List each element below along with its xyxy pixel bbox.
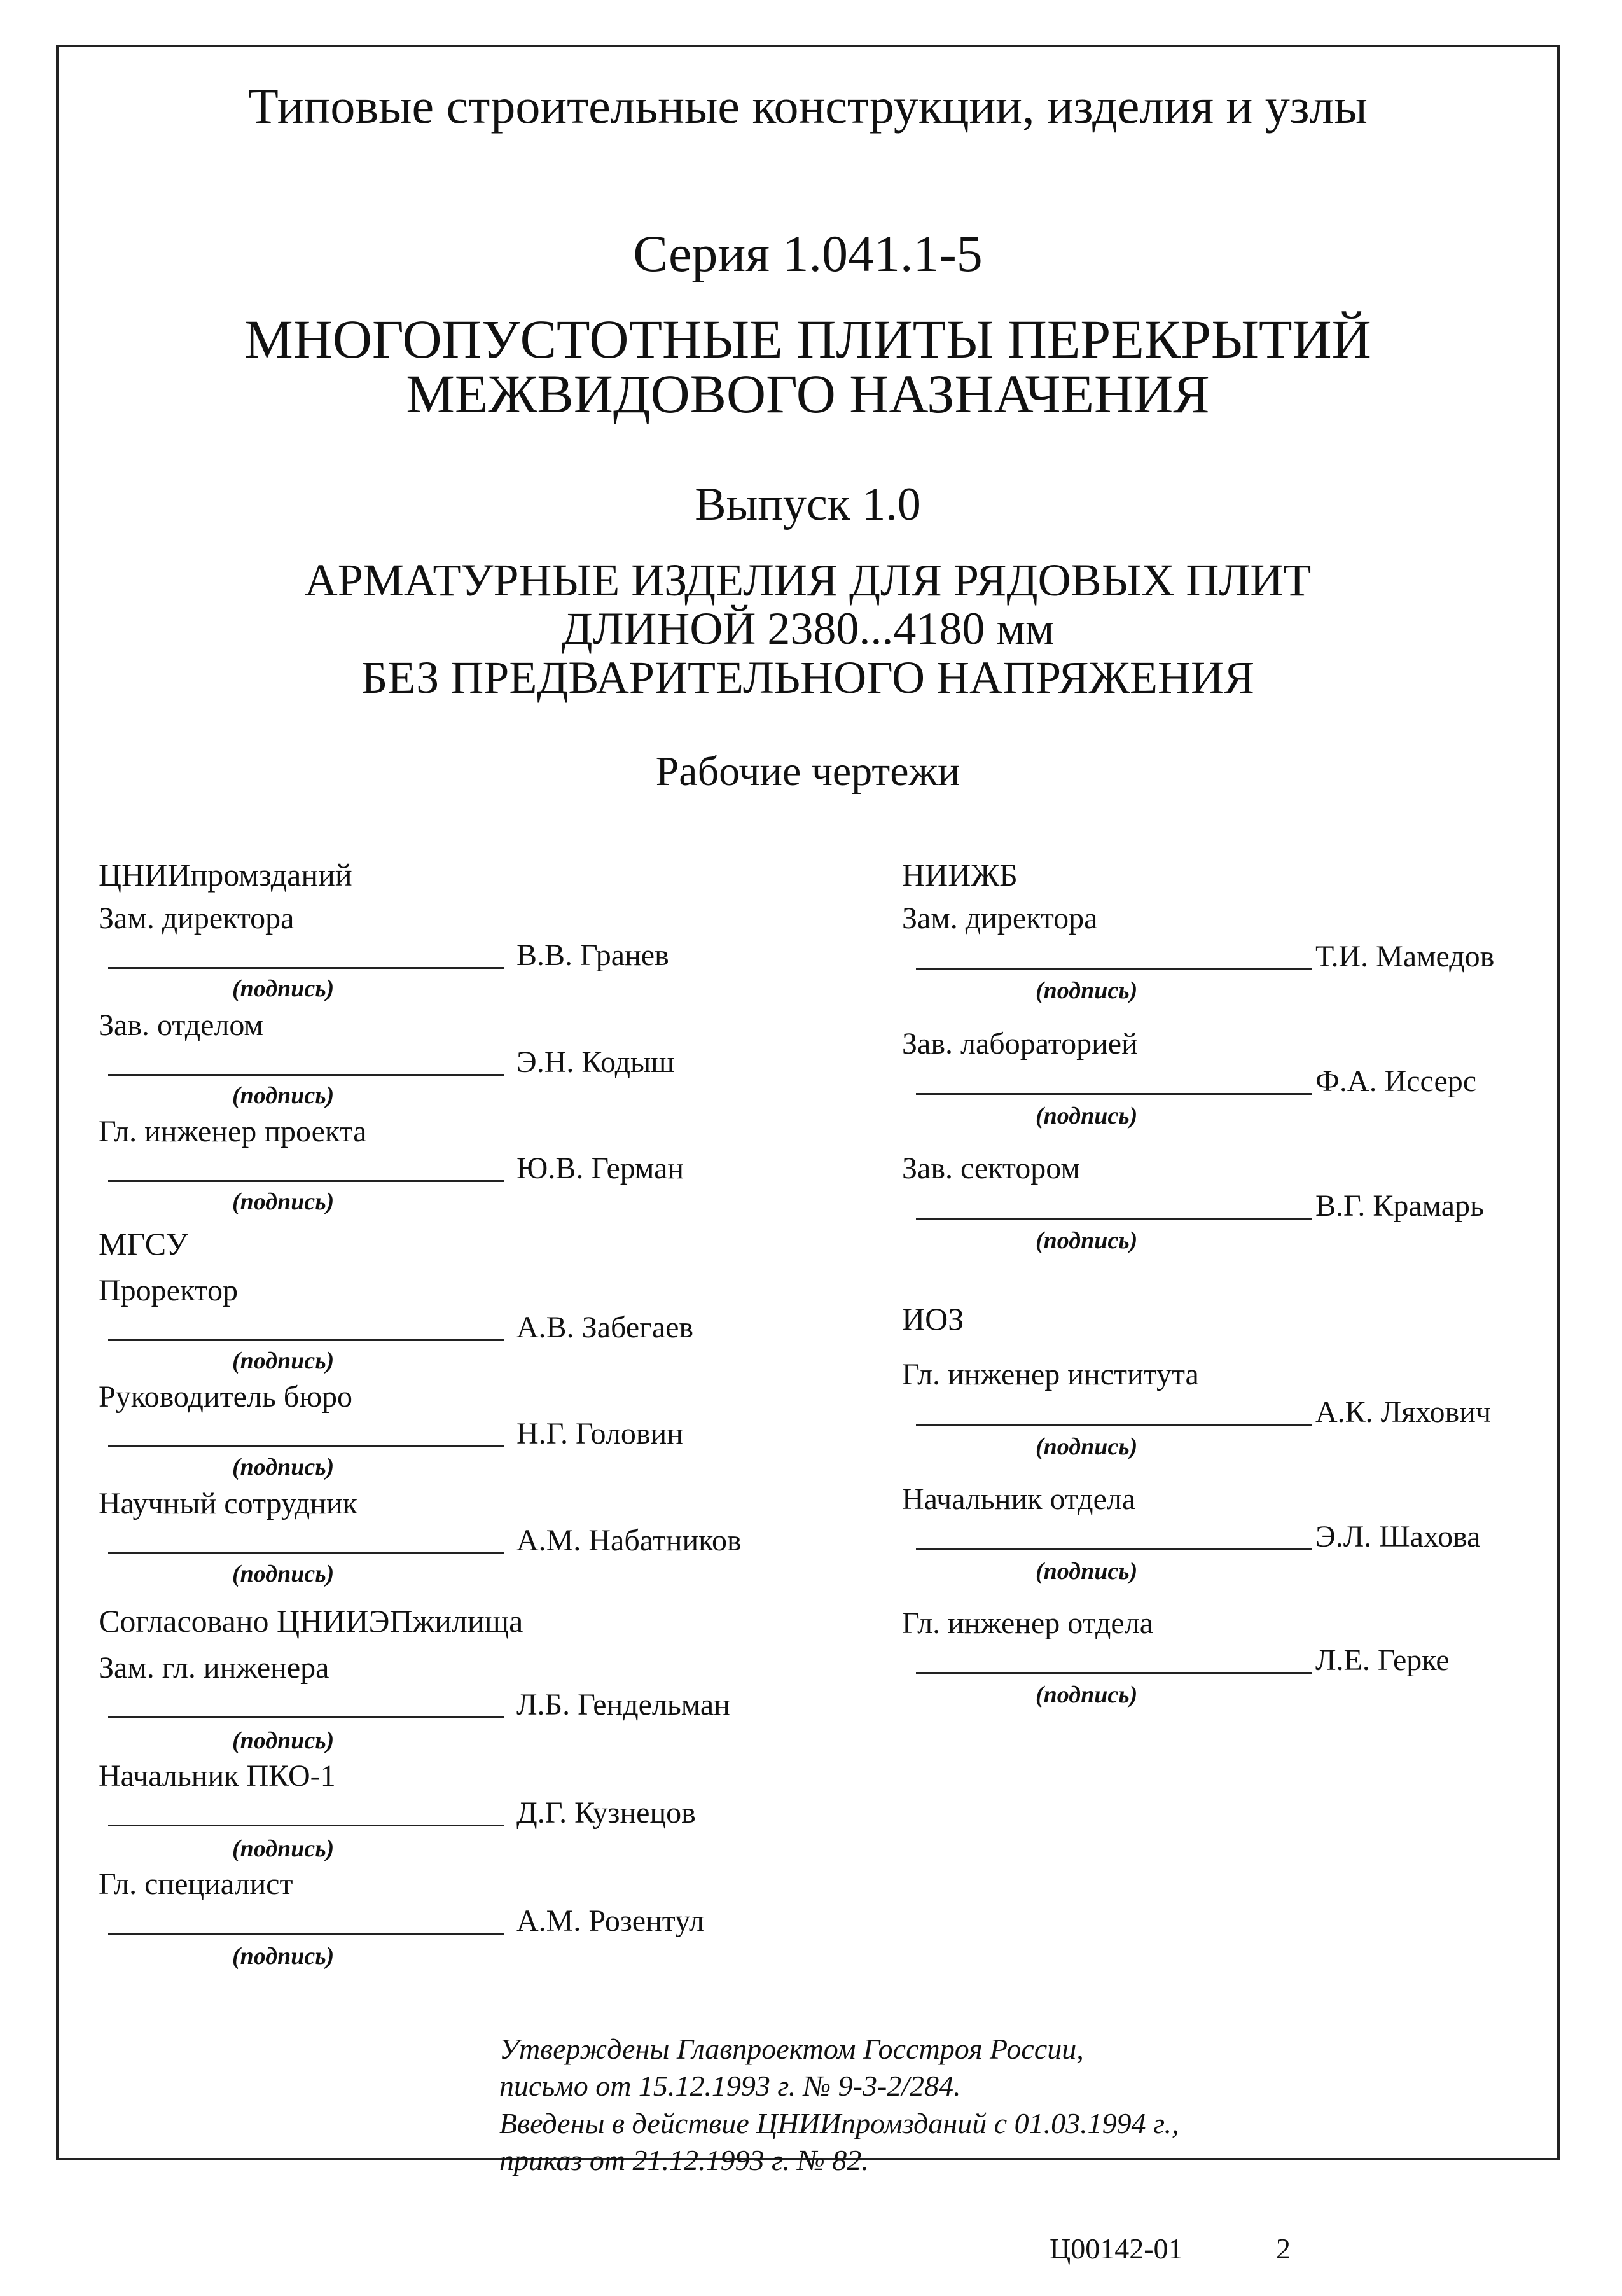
position-label: Зав. лабораторией: [902, 1027, 1138, 1061]
person-name: Ю.В. Герман: [516, 1151, 684, 1185]
position-label: Научный сотрудник: [99, 1487, 357, 1520]
signature-caption: (подпись): [232, 975, 335, 1002]
person-name: Т.И. Мамедов: [1315, 940, 1495, 973]
signature-caption: (подпись): [1036, 1681, 1138, 1708]
signature-line: [108, 1445, 504, 1447]
person-name: А.М. Розентул: [516, 1904, 704, 1938]
main-title-line: МЕЖВИДОВОГО НАЗНАЧЕНИЯ: [406, 363, 1210, 424]
approval-line: письмо от 15.12.1993 г. № 9-3-2/284.: [499, 2070, 961, 2103]
signature-caption: (подпись): [232, 1943, 335, 1970]
signature-line: [108, 1074, 504, 1076]
person-name: Л.Е. Герке: [1315, 1643, 1450, 1677]
position-label: Начальник отдела: [902, 1482, 1136, 1516]
signature-caption: (подпись): [1036, 1103, 1138, 1129]
position-label: Зам. директора: [902, 901, 1098, 935]
main-title-line: МНОГОПУСТОТНЫЕ ПЛИТЫ ПЕРЕКРЫТИЙ: [244, 309, 1371, 370]
signature-line: [916, 1672, 1312, 1674]
signature-caption: (подпись): [1036, 1558, 1138, 1585]
position-label: Руководитель бюро: [99, 1380, 353, 1414]
signature-line: [108, 1552, 504, 1554]
position-label: Зав. отделом: [99, 1008, 263, 1042]
position-label: Зам. директора: [99, 901, 295, 935]
signature-line: [108, 1339, 504, 1341]
person-name: А.В. Забегаев: [516, 1311, 694, 1344]
position-label: Гл. инженер проекта: [99, 1115, 367, 1148]
person-name: В.Г. Крамарь: [1315, 1189, 1484, 1223]
signature-caption: (подпись): [232, 1347, 335, 1374]
signature-line: [108, 1825, 504, 1826]
person-name: В.В. Гранев: [516, 938, 669, 972]
approval-note: [499, 2031, 1179, 2180]
signature-line: [916, 968, 1312, 970]
approval-line: приказ от 21.12.1993 г. № 82.: [499, 2144, 869, 2177]
subtitle-line: БЕЗ ПРЕДВАРИТЕЛЬНОГО НАПРЯЖЕНИЯ: [361, 651, 1254, 703]
series-number: Серия 1.041.1-5: [633, 225, 983, 282]
position-label: Гл. инженер института: [902, 1358, 1199, 1391]
org-name: ИОЗ: [902, 1301, 964, 1337]
approval-line: Утверждены Главпроектом Госстроя России,: [499, 2033, 1084, 2065]
position-label: Зам. гл. инженера: [99, 1651, 329, 1685]
org-name: ЦНИИпромзданий: [99, 857, 352, 893]
org-name: Согласовано ЦНИИЭПжилища: [99, 1603, 523, 1639]
signature-line: [108, 1716, 504, 1718]
series-title: Типовые строительные конструкции, изделия и узлы: [248, 78, 1368, 134]
signature-line: [108, 1933, 504, 1935]
signature-caption: (подпись): [1036, 1433, 1138, 1460]
issue-number: Выпуск 1.0: [695, 478, 921, 531]
person-name: Э.Л. Шахова: [1315, 1520, 1481, 1554]
signature-caption: (подпись): [232, 1561, 335, 1587]
signature-line: [916, 1218, 1312, 1220]
person-name: Д.Г. Кузнецов: [516, 1796, 696, 1830]
approval-line: Введены в действие ЦНИИпромзданий с 01.03.1994 г.,: [499, 2106, 1179, 2139]
signature-line: [916, 1093, 1312, 1095]
signature-caption: (подпись): [232, 1835, 335, 1862]
signature-caption: (подпись): [232, 1082, 335, 1109]
main-title: [56, 309, 1560, 424]
org-name: МГСУ: [99, 1226, 188, 1262]
signature-line: [108, 1180, 504, 1182]
position-label: Зав. сектором: [902, 1151, 1080, 1185]
signature-line: [916, 1424, 1312, 1426]
position-label: Начальник ПКО-1: [99, 1759, 336, 1793]
person-name: Ф.А. Иссерс: [1315, 1064, 1477, 1098]
document-code: Ц00142-01: [1050, 2232, 1183, 2265]
person-name: Э.Н. Кодыш: [516, 1045, 675, 1079]
signature-line: [916, 1548, 1312, 1550]
signature-caption: (подпись): [1036, 977, 1138, 1004]
issue-subtitle: [56, 556, 1560, 702]
position-label: Гл. специалист: [99, 1867, 293, 1901]
person-name: Л.Б. Гендельман: [516, 1688, 730, 1722]
signature-caption: (подпись): [232, 1727, 335, 1754]
position-label: Гл. инженер отдела: [902, 1606, 1153, 1640]
person-name: А.М. Набатников: [516, 1524, 742, 1557]
page-number: 2: [1276, 2232, 1291, 2265]
signature-caption: (подпись): [1036, 1227, 1138, 1254]
person-name: А.К. Ляхович: [1315, 1395, 1491, 1429]
signature-caption: (подпись): [232, 1454, 335, 1480]
position-label: Проректор: [99, 1274, 238, 1307]
org-name: НИИЖБ: [902, 857, 1018, 893]
signature-caption: (подпись): [232, 1188, 335, 1215]
subtitle-line: АРМАТУРНЫЕ ИЗДЕЛИЯ ДЛЯ РЯДОВЫХ ПЛИТ: [304, 555, 1312, 606]
subtitle-line: ДЛИНОЙ 2380...4180 мм: [561, 603, 1055, 655]
signature-line: [108, 967, 504, 969]
person-name: Н.Г. Головин: [516, 1417, 683, 1451]
document-type: Рабочие чертежи: [655, 748, 960, 795]
